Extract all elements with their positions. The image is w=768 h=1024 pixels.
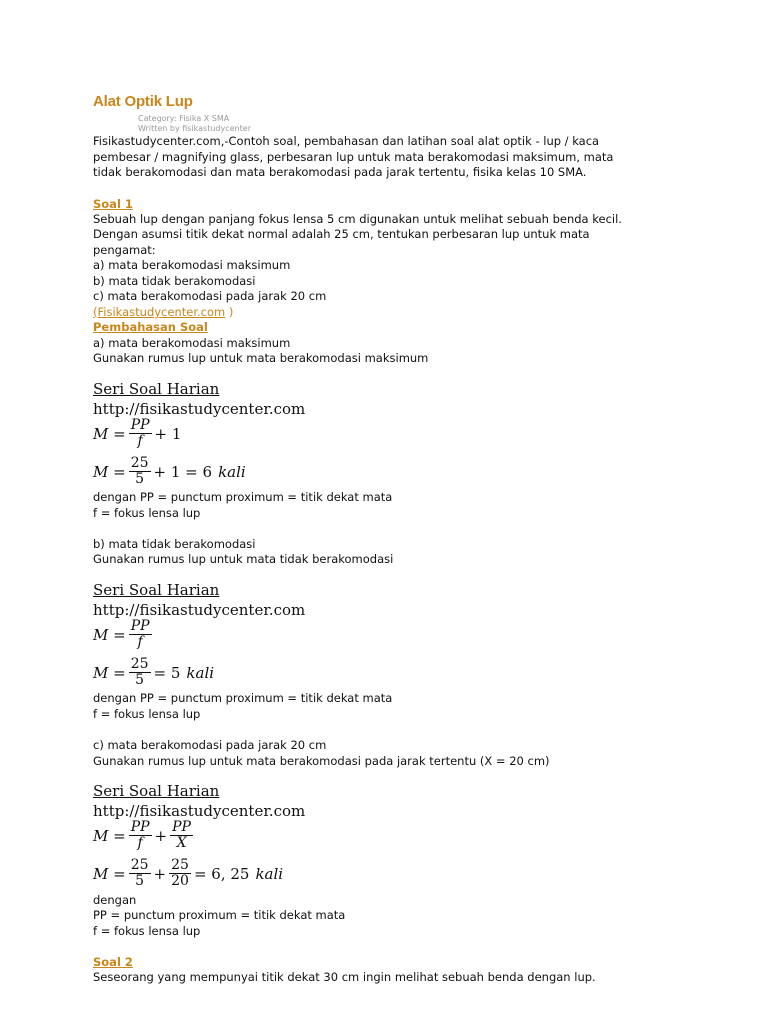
eq-numerator: PP	[130, 417, 150, 433]
question-option: b) mata tidak berakomodasi	[93, 274, 256, 288]
eq-numerator: PP	[130, 819, 150, 835]
source-line	[93, 305, 233, 321]
question-line: pengamat:	[93, 243, 156, 257]
eq-unit: kali	[218, 462, 246, 481]
eq-denominator: 5	[135, 471, 145, 487]
eq-fraction	[129, 657, 151, 688]
eq-denominator: 5	[135, 672, 145, 688]
note-line: f = fokus lensa lup	[93, 506, 201, 520]
eq-plus: +	[153, 864, 167, 883]
eq-fraction	[170, 820, 193, 851]
intro-line: Fisikastudycenter.com,-Contoh soal, pembahasan dan latihan soal alat optik - lup / kaca	[93, 134, 600, 148]
eq-lhs: M =	[93, 424, 126, 443]
eq-fraction	[129, 858, 151, 889]
eq-rhs: + 1 = 6	[153, 462, 213, 481]
eq-lhs: M =	[93, 462, 126, 481]
note-line: PP = punctum proximum = titik dekat mata	[93, 908, 346, 922]
eq-rhs: = 5	[153, 663, 181, 682]
pembahasan-heading[interactable]: Pembahasan Soal	[93, 320, 208, 334]
formula-equation	[93, 418, 181, 449]
source-close: )	[225, 305, 234, 319]
eq-fraction	[129, 418, 152, 449]
eq-fraction	[169, 858, 191, 889]
article-author: Written by fisikastudycenter	[138, 124, 251, 133]
note-line: f = fokus lensa lup	[93, 924, 201, 938]
question-line: Dengan asumsi titik dekat normal adalah 25 cm, tentukan perbesaran lup untuk mata	[93, 227, 590, 241]
soal-2-heading[interactable]: Soal 2	[93, 955, 133, 969]
eq-plus: +	[154, 826, 168, 845]
eq-unit: kali	[255, 864, 284, 883]
eq-numerator: 25	[130, 455, 149, 471]
intro-line: pembesar / magnifying glass, perbesaran lup untuk mata berakomodasi maksimum, mata	[93, 150, 614, 164]
note-line: dengan PP = punctum proximum = titik dekat mata	[93, 490, 393, 504]
formula-url: http://fisikastudycenter.com	[93, 400, 306, 418]
formula-url: http://fisikastudycenter.com	[93, 802, 306, 820]
note-line: dengan PP = punctum proximum = titik dekat mata	[93, 691, 393, 705]
answer-line: Gunakan rumus lup untuk mata berakomodasi pada jarak tertentu (X = 20 cm)	[93, 754, 550, 768]
formula-equation	[93, 619, 155, 650]
eq-numerator: 25	[130, 656, 149, 672]
answer-line: a) mata berakomodasi maksimum	[93, 336, 291, 350]
eq-numerator: 25	[171, 857, 189, 873]
eq-lhs: M =	[93, 663, 126, 682]
formula-url: http://fisikastudycenter.com	[93, 601, 306, 619]
answer-line: Gunakan rumus lup untuk mata berakomodasi maksimum	[93, 351, 429, 365]
eq-lhs: M =	[93, 864, 126, 883]
formula-equation	[93, 456, 246, 487]
eq-unit: kali	[186, 663, 215, 682]
eq-fraction	[129, 820, 152, 851]
source-link[interactable]: (Fisikastudycenter.com	[93, 305, 226, 319]
note-line: dengan	[93, 893, 137, 907]
seri-soal-harian-label: Seri Soal Harian	[93, 380, 220, 398]
eq-fraction	[129, 456, 151, 487]
formula-equation	[93, 820, 196, 851]
eq-fraction	[129, 619, 152, 650]
question-line: Sebuah lup dengan panjang fokus lensa 5 cm digunakan untuk melihat sebuah benda kecil.	[93, 212, 622, 226]
eq-denominator: f	[137, 835, 143, 851]
answer-line: b) mata tidak berakomodasi	[93, 537, 256, 551]
eq-denominator: f	[137, 634, 143, 650]
question-option: c) mata berakomodasi pada jarak 20 cm	[93, 289, 327, 303]
eq-numerator: PP	[130, 618, 150, 634]
eq-denominator: 20	[171, 873, 189, 889]
eq-denominator: f	[137, 433, 143, 449]
formula-equation	[93, 858, 283, 889]
eq-lhs: M =	[93, 826, 126, 845]
intro-line: tidak berakomodasi dan mata berakomodasi pada jarak tertentu, fisika kelas 10 SMA.	[93, 165, 587, 179]
question-line: Seseorang yang mempunyai titik dekat 30 cm ingin melihat sebuah benda dengan lup.	[93, 970, 596, 984]
answer-line: c) mata berakomodasi pada jarak 20 cm	[93, 738, 327, 752]
note-line: f = fokus lensa lup	[93, 707, 201, 721]
page-title: Alat Optik Lup	[93, 93, 193, 110]
eq-lhs: M =	[93, 625, 126, 644]
eq-denominator: X	[176, 835, 187, 851]
seri-soal-harian-label: Seri Soal Harian	[93, 581, 220, 599]
eq-denominator: 5	[135, 873, 145, 889]
question-option: a) mata berakomodasi maksimum	[93, 258, 291, 272]
soal-1-heading[interactable]: Soal 1	[93, 197, 133, 211]
eq-numerator: PP	[172, 819, 191, 835]
eq-rhs: + 1	[154, 424, 182, 443]
eq-rhs: = 6, 25	[193, 864, 250, 883]
article-category: Category: Fisika X SMA	[138, 114, 230, 123]
formula-equation	[93, 657, 214, 688]
answer-line: Gunakan rumus lup untuk mata tidak berakomodasi	[93, 552, 394, 566]
eq-numerator: 25	[130, 857, 149, 873]
seri-soal-harian-label: Seri Soal Harian	[93, 782, 220, 800]
